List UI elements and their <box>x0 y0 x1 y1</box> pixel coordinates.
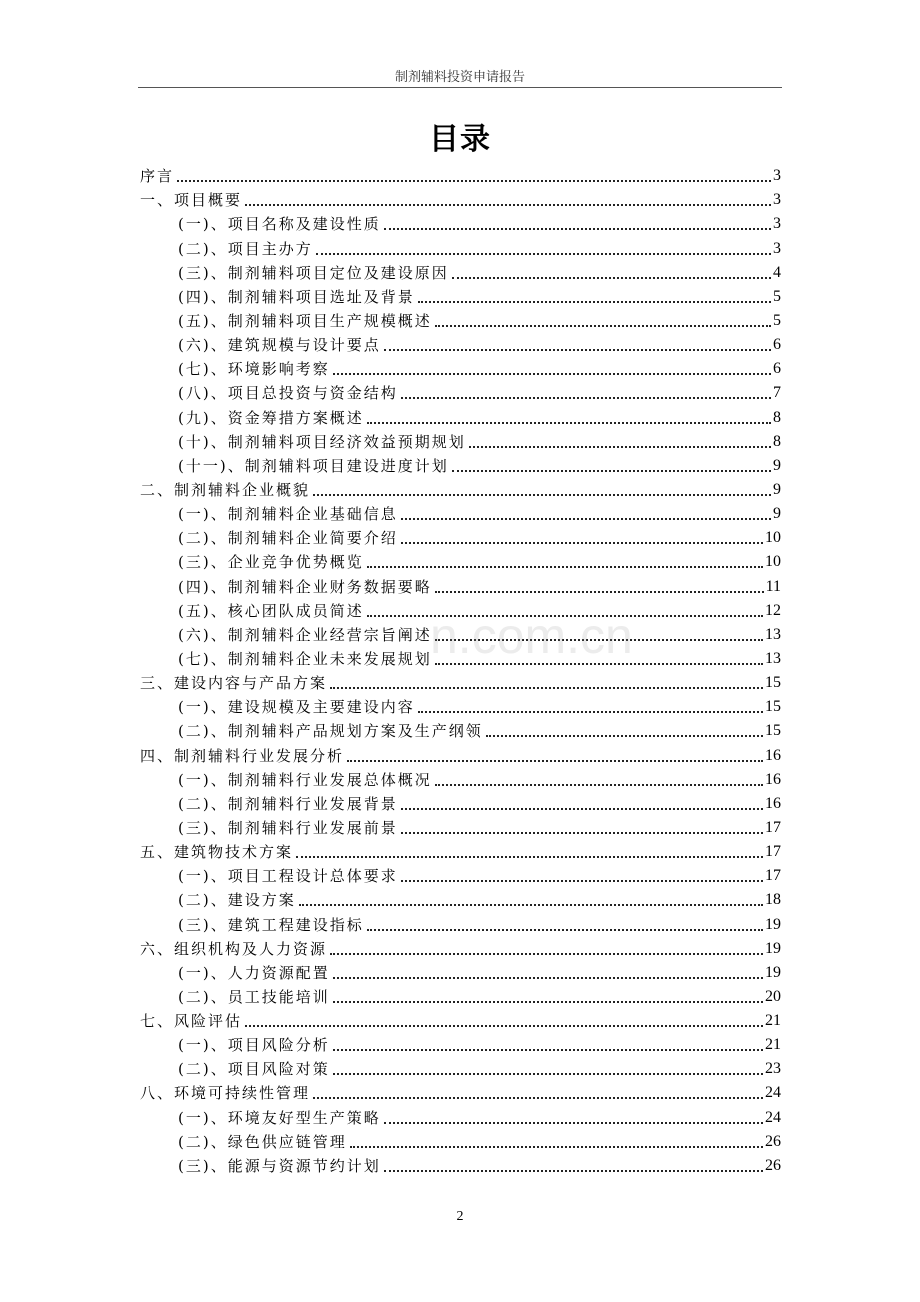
toc-entry-text: 序言 <box>140 167 175 186</box>
toc-page-number: 17 <box>765 867 781 885</box>
toc-dot-leader <box>435 581 764 593</box>
toc-dot-leader <box>347 750 763 762</box>
toc-entry-text: (四)、制剂辅料项目选址及背景 <box>178 287 415 306</box>
toc-dot-leader <box>418 291 771 303</box>
toc-section-entry[interactable] <box>140 307 781 331</box>
toc-entry-text: (六)、建筑规模与设计要点 <box>178 336 381 355</box>
toc-chapter-entry[interactable] <box>140 935 781 959</box>
toc-entry-text: 七、风险评估 <box>140 1012 243 1031</box>
toc-chapter-entry[interactable] <box>140 838 781 862</box>
toc-page-number: 16 <box>765 746 781 764</box>
toc-entry-text: (一)、人力资源配置 <box>178 963 330 982</box>
toc-entry-text: (六)、制剂辅料企业经营宗旨阐述 <box>178 625 432 644</box>
toc-entry-text: 二、制剂辅料企业概貌 <box>140 480 311 499</box>
toc-page-number: 20 <box>765 987 781 1005</box>
toc-section-entry[interactable] <box>140 331 781 355</box>
toc-entry-text: 一、项目概要 <box>140 191 243 210</box>
toc-entry-text: (一)、项目工程设计总体要求 <box>178 867 398 886</box>
toc-dot-leader <box>350 1136 763 1148</box>
toc-dot-leader <box>486 725 763 737</box>
toc-entry-text: (二)、项目风险对策 <box>178 1060 330 1079</box>
toc-dot-leader <box>316 243 771 255</box>
toc-page-number: 15 <box>765 722 781 740</box>
toc-section-entry[interactable] <box>140 959 781 983</box>
toc-section-entry[interactable] <box>140 1128 781 1152</box>
toc-dot-leader <box>313 1087 763 1099</box>
toc-page-number: 13 <box>765 649 781 667</box>
toc-entry-text: 六、组织机构及人力资源 <box>140 939 328 958</box>
toc-page-number: 6 <box>773 360 781 378</box>
toc-dot-leader <box>330 677 763 689</box>
toc-page-number: 24 <box>765 1108 781 1126</box>
toc-dot-leader <box>384 339 771 351</box>
toc-entry-text: (七)、环境影响考察 <box>178 360 330 379</box>
toc-entry-text: (一)、制剂辅料企业基础信息 <box>178 505 398 524</box>
toc-dot-leader <box>469 436 771 448</box>
toc-entry-text: (三)、制剂辅料行业发展前景 <box>178 818 398 837</box>
toc-chapter-entry[interactable] <box>140 476 781 500</box>
toc-page-number: 26 <box>765 1132 781 1150</box>
toc-entry-text: (二)、制剂辅料企业简要介绍 <box>178 529 398 548</box>
toc-dot-leader <box>401 870 763 882</box>
toc-section-entry[interactable] <box>140 355 781 379</box>
toc-dot-leader <box>401 387 771 399</box>
toc-section-entry[interactable] <box>140 283 781 307</box>
toc-section-entry[interactable] <box>140 1031 781 1055</box>
toc-dot-leader <box>245 194 771 206</box>
toc-title: 目录 <box>429 122 491 157</box>
toc-entry-text: (二)、建设方案 <box>178 891 296 910</box>
toc-page-number: 7 <box>773 384 781 402</box>
running-header: 制剂辅料投资申请报告 <box>394 70 525 85</box>
toc-page-number: 10 <box>765 529 781 547</box>
toc-page-number: 8 <box>773 408 781 426</box>
toc-entry-text: 四、制剂辅料行业发展分析 <box>140 746 345 765</box>
toc-page-number: 18 <box>765 891 781 909</box>
toc-section-entry[interactable] <box>140 766 781 790</box>
toc-dot-leader <box>384 1112 763 1124</box>
toc-section-entry[interactable] <box>140 910 781 934</box>
toc-section-entry[interactable] <box>140 693 781 717</box>
toc-section-entry[interactable] <box>140 983 781 1007</box>
toc-page-number: 19 <box>765 963 781 981</box>
toc-entry-text: (三)、制剂辅料项目定位及建设原因 <box>178 263 449 282</box>
toc-dot-leader <box>435 315 771 327</box>
toc-dot-leader <box>367 412 771 424</box>
toc-entry-text: (一)、环境友好型生产策略 <box>178 1108 381 1127</box>
toc-section-entry[interactable] <box>140 379 781 403</box>
page-number: 2 <box>456 1209 464 1224</box>
toc-entry-text: (三)、建筑工程建设指标 <box>178 915 364 934</box>
toc-page-number: 3 <box>773 239 781 257</box>
toc-dot-leader <box>384 1160 763 1172</box>
toc-entry-text: (二)、项目主办方 <box>178 239 313 258</box>
toc-page-number: 23 <box>765 1060 781 1078</box>
watermark: n.com.cn <box>430 608 633 664</box>
toc-entry-text: (五)、制剂辅料项目生产规模概述 <box>178 311 432 330</box>
toc-entry-text: 三、建设内容与产品方案 <box>140 674 328 693</box>
toc-page-number: 3 <box>773 215 781 233</box>
toc-dot-leader <box>313 484 771 496</box>
toc-page-number: 21 <box>765 1012 781 1030</box>
toc-page-number: 21 <box>765 1036 781 1054</box>
toc-section-entry[interactable] <box>140 572 781 596</box>
toc-dot-leader <box>435 774 763 786</box>
toc-dot-leader <box>384 218 771 230</box>
toc-section-entry[interactable] <box>140 428 781 452</box>
toc-dot-leader <box>401 532 763 544</box>
toc-page-number: 24 <box>765 1084 781 1102</box>
toc-section-entry[interactable] <box>140 403 781 427</box>
toc-section-entry[interactable] <box>140 717 781 741</box>
toc-section-entry[interactable] <box>140 234 781 258</box>
toc-dot-leader <box>333 1063 763 1075</box>
toc-section-entry[interactable] <box>140 1152 781 1176</box>
toc-chapter-entry[interactable] <box>140 162 781 186</box>
toc-chapter-entry[interactable] <box>140 1007 781 1031</box>
table-of-contents <box>140 162 781 1176</box>
toc-page-number: 8 <box>773 432 781 450</box>
toc-dot-leader <box>330 943 763 955</box>
toc-page-number: 17 <box>765 818 781 836</box>
toc-dot-leader <box>367 919 763 931</box>
toc-page-number: 6 <box>773 336 781 354</box>
toc-page-number: 17 <box>765 843 781 861</box>
toc-section-entry[interactable] <box>140 814 781 838</box>
toc-page-number: 16 <box>765 770 781 788</box>
toc-entry-text: (一)、项目名称及建设性质 <box>178 215 381 234</box>
toc-entry-text: (四)、制剂辅料企业财务数据要略 <box>178 577 432 596</box>
toc-dot-leader <box>333 991 763 1003</box>
toc-page-number: 13 <box>765 625 781 643</box>
toc-entry-text: (五)、核心团队成员简述 <box>178 601 364 620</box>
toc-entry-text: (八)、项目总投资与资金结构 <box>178 384 398 403</box>
toc-entry-text: (三)、企业竞争优势概览 <box>178 553 364 572</box>
toc-chapter-entry[interactable] <box>140 1079 781 1103</box>
toc-section-entry[interactable] <box>140 548 781 572</box>
toc-entry-text: 五、建筑物技术方案 <box>140 843 294 862</box>
toc-page-number: 16 <box>765 794 781 812</box>
toc-entry-text: (一)、建设规模及主要建设内容 <box>178 698 415 717</box>
toc-page-number: 19 <box>765 939 781 957</box>
toc-chapter-entry[interactable] <box>140 741 781 765</box>
toc-page-number: 15 <box>765 674 781 692</box>
toc-entry-text: (九)、资金筹措方案概述 <box>178 408 364 427</box>
toc-dot-leader <box>296 846 763 858</box>
toc-section-entry[interactable] <box>140 524 781 548</box>
toc-page-number: 5 <box>773 287 781 305</box>
toc-section-entry[interactable] <box>140 886 781 910</box>
toc-page-number: 9 <box>773 480 781 498</box>
toc-page-number: 9 <box>773 505 781 523</box>
toc-entry-text: (七)、制剂辅料企业未来发展规划 <box>178 649 432 668</box>
toc-dot-leader <box>401 508 771 520</box>
toc-dot-leader <box>333 363 771 375</box>
toc-entry-text: (十)、制剂辅料项目经济效益预期规划 <box>178 432 466 451</box>
toc-dot-leader <box>401 822 763 834</box>
toc-dot-leader <box>245 1015 763 1027</box>
toc-page-number: 3 <box>773 167 781 185</box>
toc-section-entry[interactable] <box>140 210 781 234</box>
toc-dot-leader <box>367 556 763 568</box>
toc-page-number: 19 <box>765 915 781 933</box>
toc-dot-leader <box>333 1039 763 1051</box>
toc-dot-leader <box>452 267 771 279</box>
toc-entry-text: (十一)、制剂辅料项目建设进度计划 <box>178 456 449 475</box>
toc-dot-leader <box>452 460 771 472</box>
toc-entry-text: (二)、制剂辅料产品规划方案及生产纲领 <box>178 722 483 741</box>
toc-page-number: 9 <box>773 456 781 474</box>
toc-page-number: 11 <box>765 577 781 595</box>
toc-page-number: 12 <box>765 601 781 619</box>
toc-page-number: 5 <box>773 311 781 329</box>
toc-chapter-entry[interactable] <box>140 669 781 693</box>
toc-page-number: 4 <box>773 263 781 281</box>
toc-entry-text: (三)、能源与资源节约计划 <box>178 1156 381 1175</box>
toc-entry-text: (二)、员工技能培训 <box>178 987 330 1006</box>
toc-entry-text: 八、环境可持续性管理 <box>140 1084 311 1103</box>
toc-section-entry[interactable] <box>140 790 781 814</box>
toc-dot-leader <box>401 798 763 810</box>
toc-section-entry[interactable] <box>140 862 781 886</box>
toc-page-number: 26 <box>765 1156 781 1174</box>
toc-section-entry[interactable] <box>140 500 781 524</box>
header-divider <box>138 87 782 88</box>
toc-page-number: 10 <box>765 553 781 571</box>
toc-section-entry[interactable] <box>140 452 781 476</box>
toc-entry-text: (一)、项目风险分析 <box>178 1036 330 1055</box>
toc-entry-text: (二)、绿色供应链管理 <box>178 1132 347 1151</box>
toc-section-entry[interactable] <box>140 1055 781 1079</box>
toc-dot-leader <box>299 894 763 906</box>
toc-dot-leader <box>177 170 771 182</box>
toc-entry-text: (一)、制剂辅料行业发展总体概况 <box>178 770 432 789</box>
toc-dot-leader <box>333 967 763 979</box>
toc-page-number: 3 <box>773 191 781 209</box>
toc-chapter-entry[interactable] <box>140 186 781 210</box>
toc-dot-leader <box>418 701 763 713</box>
toc-section-entry[interactable] <box>140 1103 781 1127</box>
toc-entry-text: (二)、制剂辅料行业发展背景 <box>178 794 398 813</box>
toc-section-entry[interactable] <box>140 259 781 283</box>
toc-page-number: 15 <box>765 698 781 716</box>
